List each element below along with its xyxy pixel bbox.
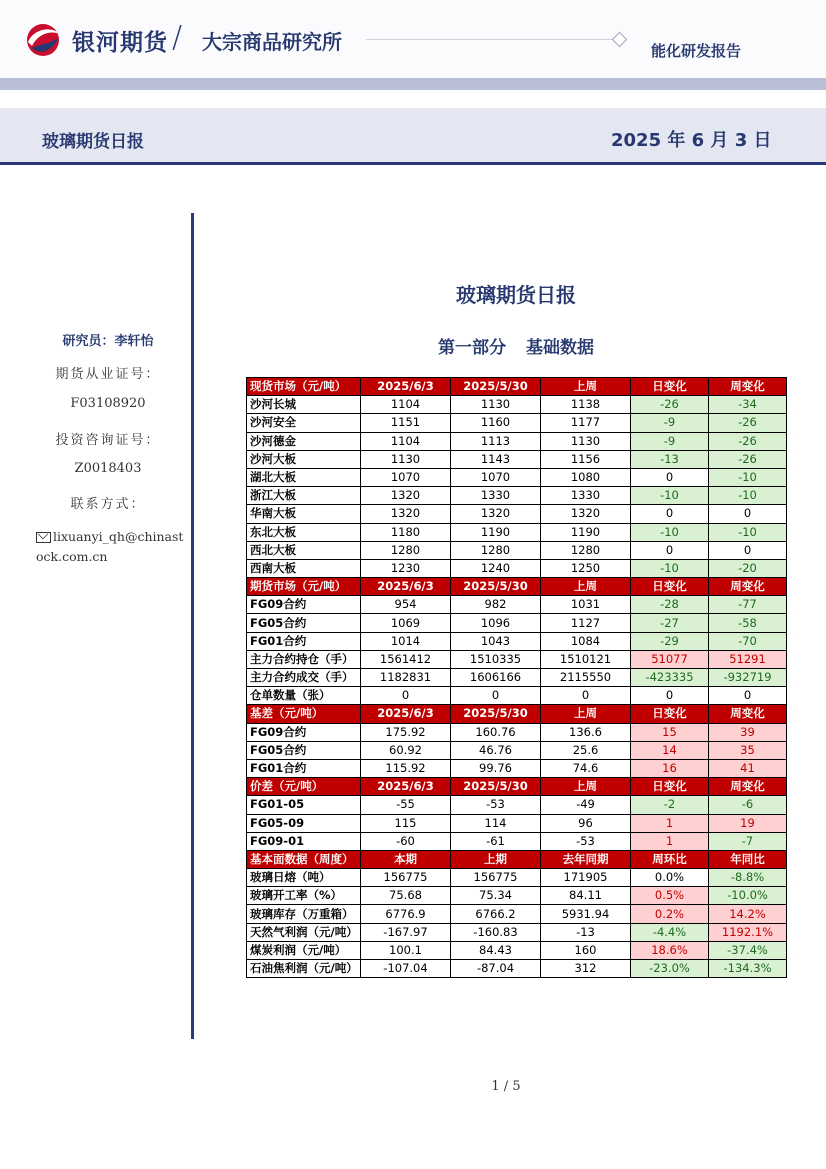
table-header-cell: 上周 [541, 778, 631, 796]
row-label-cell: FG05合约 [247, 741, 361, 759]
license-value: F03108920 [70, 396, 146, 411]
table-cell: 1280 [361, 541, 451, 559]
table-cell: 0 [631, 541, 709, 559]
table-cell: 96 [541, 814, 631, 832]
row-label-cell: FG09合约 [247, 596, 361, 614]
header-rule [366, 39, 620, 40]
table-cell: 1138 [541, 396, 631, 414]
table-header-cell: 上周 [541, 378, 631, 396]
row-label-cell: FG01-05 [247, 796, 361, 814]
table-cell: -9 [631, 414, 709, 432]
table-cell: 75.34 [451, 887, 541, 905]
table-row [247, 632, 787, 650]
table-header-cell: 去年同期 [541, 850, 631, 868]
table-cell: 74.6 [541, 759, 631, 777]
table-cell: -70 [709, 632, 787, 650]
table-cell: 115.92 [361, 759, 451, 777]
table-cell: 0 [709, 541, 787, 559]
table-cell: -26 [631, 396, 709, 414]
table-header-cell: 2025/5/30 [451, 705, 541, 723]
table-cell: 1230 [361, 559, 451, 577]
table-cell: -49 [541, 796, 631, 814]
table-cell: 0 [361, 687, 451, 705]
table-header-cell: 现货市场（元/吨） [247, 378, 361, 396]
table-cell: 1182831 [361, 669, 451, 687]
table-cell: 84.43 [451, 941, 541, 959]
table-header-cell: 2025/6/3 [361, 705, 451, 723]
table-cell: 136.6 [541, 723, 631, 741]
table-cell: 1130 [451, 396, 541, 414]
table-row [247, 887, 787, 905]
data-table [246, 377, 787, 978]
table-cell: -10 [709, 487, 787, 505]
table-cell: 46.76 [451, 741, 541, 759]
row-label-cell: 玻璃库存（万重箱） [247, 905, 361, 923]
table-header-cell: 2025/5/30 [451, 778, 541, 796]
table-cell: -6 [709, 796, 787, 814]
report-date: 2025 年 6 月 3 日 [611, 130, 772, 151]
table-cell: 19 [709, 814, 787, 832]
table-cell: -423335 [631, 669, 709, 687]
table-cell: -13 [541, 923, 631, 941]
row-label-cell: FG09-01 [247, 832, 361, 850]
table-row [247, 832, 787, 850]
table-row [247, 723, 787, 741]
table-cell: 1190 [541, 523, 631, 541]
table-cell: -932719 [709, 669, 787, 687]
table-cell: 1190 [451, 523, 541, 541]
table-header-row [247, 378, 787, 396]
table-cell: -37.4% [709, 941, 787, 959]
table-header-cell: 2025/6/3 [361, 378, 451, 396]
table-header-cell: 日变化 [631, 378, 709, 396]
table-row [247, 468, 787, 486]
table-row [247, 432, 787, 450]
table-cell: 0.0% [631, 869, 709, 887]
table-row [247, 741, 787, 759]
row-label-cell: FG09合约 [247, 723, 361, 741]
table-cell: -77 [709, 596, 787, 614]
table-cell: 39 [709, 723, 787, 741]
contact-label: 联系方式： [70, 497, 146, 512]
table-cell: 1130 [361, 450, 451, 468]
sidebar-divider [191, 213, 194, 1039]
table-cell: -53 [541, 832, 631, 850]
table-cell: -8.8% [709, 869, 787, 887]
table-cell: 1320 [361, 487, 451, 505]
report-category: 能化研发报告 [651, 42, 742, 60]
table-row [247, 687, 787, 705]
table-cell: 982 [451, 596, 541, 614]
table-cell: 1280 [451, 541, 541, 559]
table-cell: 312 [541, 960, 631, 978]
table-cell: 1070 [451, 468, 541, 486]
table-cell: -34 [709, 396, 787, 414]
table-row [247, 923, 787, 941]
table-header-cell: 周变化 [709, 578, 787, 596]
row-label-cell: 沙河大板 [247, 450, 361, 468]
table-cell: 35 [709, 741, 787, 759]
table-cell: 954 [361, 596, 451, 614]
table-row [247, 669, 787, 687]
table-row [247, 960, 787, 978]
table-cell: -107.04 [361, 960, 451, 978]
table-cell: -10 [631, 523, 709, 541]
table-cell: -27 [631, 614, 709, 632]
table-cell: 1014 [361, 632, 451, 650]
table-cell: 1031 [541, 596, 631, 614]
table-cell: 156775 [361, 869, 451, 887]
section-heading [246, 333, 786, 358]
table-row [247, 559, 787, 577]
table-cell: -7 [709, 832, 787, 850]
table-cell: 6766.2 [451, 905, 541, 923]
table-cell: 14.2% [709, 905, 787, 923]
table-header-row [247, 778, 787, 796]
table-cell: 25.6 [541, 741, 631, 759]
table-cell: 1180 [361, 523, 451, 541]
table-cell: 15 [631, 723, 709, 741]
table-cell: 1320 [541, 505, 631, 523]
header-gap [0, 90, 826, 108]
table-cell: 1104 [361, 396, 451, 414]
table-cell: -61 [451, 832, 541, 850]
table-header-row [247, 578, 787, 596]
email-text[interactable]: lixuanyi_qh@chinastock.com.cn [36, 529, 184, 564]
table-cell: 41 [709, 759, 787, 777]
table-row [247, 869, 787, 887]
row-label-cell: 西北大板 [247, 541, 361, 559]
table-cell: 1130 [541, 432, 631, 450]
row-label-cell: FG05-09 [247, 814, 361, 832]
table-cell: -4.4% [631, 923, 709, 941]
row-label-cell: FG01合约 [247, 632, 361, 650]
table-cell: 1320 [361, 505, 451, 523]
table-header-cell: 上周 [541, 705, 631, 723]
table-cell: -10 [709, 523, 787, 541]
table-cell: 0 [709, 687, 787, 705]
row-label-cell: 天然气利润（元/吨） [247, 923, 361, 941]
table-header-cell: 日变化 [631, 778, 709, 796]
table-cell: -10.0% [709, 887, 787, 905]
table-cell: 1080 [541, 468, 631, 486]
table-row [247, 596, 787, 614]
row-label-cell: 西南大板 [247, 559, 361, 577]
table-cell: -134.3% [709, 960, 787, 978]
table-cell: 114 [451, 814, 541, 832]
table-cell: 0.5% [631, 887, 709, 905]
row-label-cell: 主力合约持仓（手） [247, 650, 361, 668]
table-cell: -26 [709, 432, 787, 450]
table-header-cell: 2025/5/30 [451, 378, 541, 396]
table-cell: 0 [631, 505, 709, 523]
table-cell: 1192.1% [709, 923, 787, 941]
table-header-row [247, 705, 787, 723]
table-cell: -55 [361, 796, 451, 814]
table-cell: 1280 [541, 541, 631, 559]
table-cell: 100.1 [361, 941, 451, 959]
brand-name: 银河期货 [72, 30, 168, 56]
table-cell: -26 [709, 450, 787, 468]
table-cell: 1 [631, 832, 709, 850]
table-cell: -60 [361, 832, 451, 850]
table-row [247, 396, 787, 414]
table-cell: 5931.94 [541, 905, 631, 923]
table-row [247, 523, 787, 541]
table-cell: -58 [709, 614, 787, 632]
contact-email[interactable] [36, 527, 184, 567]
table-cell: -13 [631, 450, 709, 468]
row-label-cell: 华南大板 [247, 505, 361, 523]
table-cell: 84.11 [541, 887, 631, 905]
table-row [247, 487, 787, 505]
table-cell: -167.97 [361, 923, 451, 941]
row-label-cell: FG05合约 [247, 614, 361, 632]
page-number: 1 / 5 [491, 1079, 521, 1094]
table-cell: 1330 [451, 487, 541, 505]
table-cell: 160.76 [451, 723, 541, 741]
table-row [247, 414, 787, 432]
row-label-cell: 玻璃开工率（%） [247, 887, 361, 905]
table-cell: 175.92 [361, 723, 451, 741]
table-cell: -28 [631, 596, 709, 614]
table-cell: 6776.9 [361, 905, 451, 923]
table-cell: -26 [709, 414, 787, 432]
table-cell: 99.76 [451, 759, 541, 777]
table-cell: 1561412 [361, 650, 451, 668]
row-label-cell: 仓单数量（张） [247, 687, 361, 705]
table-row [247, 759, 787, 777]
table-cell: 171905 [541, 869, 631, 887]
table-cell: 1069 [361, 614, 451, 632]
table-header-cell: 日变化 [631, 705, 709, 723]
table-row [247, 541, 787, 559]
table-header-row [247, 850, 787, 868]
table-cell: -10 [631, 559, 709, 577]
header-stripe [0, 78, 826, 90]
table-header-cell: 年同比 [709, 850, 787, 868]
table-cell: 0 [631, 687, 709, 705]
table-cell: 1104 [361, 432, 451, 450]
row-label-cell: 玻璃日熔（吨） [247, 869, 361, 887]
table-cell: 1510335 [451, 650, 541, 668]
table-header-cell: 2025/5/30 [451, 578, 541, 596]
galaxy-logo-icon [22, 22, 64, 58]
mail-icon [36, 532, 51, 543]
table-cell: 1084 [541, 632, 631, 650]
table-cell: -2 [631, 796, 709, 814]
table-cell: 0 [709, 505, 787, 523]
table-cell: 1151 [361, 414, 451, 432]
section-name: 基础数据 [526, 338, 594, 358]
institute-name: 大宗商品研究所 [202, 30, 342, 54]
table-cell: -29 [631, 632, 709, 650]
table-header-cell: 2025/6/3 [361, 578, 451, 596]
table-row [247, 450, 787, 468]
row-label-cell: 沙河安全 [247, 414, 361, 432]
row-label-cell: 沙河长城 [247, 396, 361, 414]
table-header-cell: 周变化 [709, 378, 787, 396]
title-band-rule [0, 162, 826, 165]
table-row [247, 796, 787, 814]
table-cell: 1096 [451, 614, 541, 632]
table-cell: 1330 [541, 487, 631, 505]
table-cell: 75.68 [361, 887, 451, 905]
table-cell: 0 [541, 687, 631, 705]
table-cell: 0 [631, 468, 709, 486]
table-cell: -20 [709, 559, 787, 577]
table-row [247, 505, 787, 523]
table-header-cell: 周变化 [709, 705, 787, 723]
table-cell: -23.0% [631, 960, 709, 978]
row-label-cell: 东北大板 [247, 523, 361, 541]
table-cell: 60.92 [361, 741, 451, 759]
table-cell: 0 [451, 687, 541, 705]
table-cell: 0.2% [631, 905, 709, 923]
consult-value: Z0018403 [74, 461, 142, 476]
table-cell: -160.83 [451, 923, 541, 941]
table-cell: 1070 [361, 468, 451, 486]
table-cell: 1043 [451, 632, 541, 650]
table-cell: 1250 [541, 559, 631, 577]
table-row [247, 614, 787, 632]
table-cell: 160 [541, 941, 631, 959]
table-cell: 51291 [709, 650, 787, 668]
brand-separator: / [172, 20, 183, 55]
table-cell: 1510121 [541, 650, 631, 668]
page-title: 玻璃期货日报 [456, 283, 576, 307]
table-cell: 1143 [451, 450, 541, 468]
table-header-cell: 基差（元/吨） [247, 705, 361, 723]
table-cell: 1 [631, 814, 709, 832]
table-row [247, 941, 787, 959]
row-label-cell: 主力合约成交（手） [247, 669, 361, 687]
table-cell: 1156 [541, 450, 631, 468]
table-header-cell: 上周 [541, 578, 631, 596]
row-label-cell: 浙江大板 [247, 487, 361, 505]
table-header-cell: 上期 [451, 850, 541, 868]
report-title: 玻璃期货日报 [42, 132, 144, 152]
section-part: 第一部分 [438, 338, 506, 358]
consult-label: 投资咨询证号： [55, 433, 161, 448]
table-cell: 1113 [451, 432, 541, 450]
table-cell: 18.6% [631, 941, 709, 959]
table-cell: -10 [709, 468, 787, 486]
table-cell: 156775 [451, 869, 541, 887]
table-cell: 1127 [541, 614, 631, 632]
table-header-cell: 日变化 [631, 578, 709, 596]
table-header-cell: 本期 [361, 850, 451, 868]
table-row [247, 650, 787, 668]
table-cell: 1320 [451, 505, 541, 523]
table-cell: 51077 [631, 650, 709, 668]
table-cell: 115 [361, 814, 451, 832]
table-cell: 1177 [541, 414, 631, 432]
table-cell: 14 [631, 741, 709, 759]
row-label-cell: 石油焦利润（元/吨） [247, 960, 361, 978]
table-header-cell: 期货市场（元/吨） [247, 578, 361, 596]
row-label-cell: FG01合约 [247, 759, 361, 777]
table-cell: -87.04 [451, 960, 541, 978]
table-cell: -9 [631, 432, 709, 450]
row-label-cell: 湖北大板 [247, 468, 361, 486]
row-label-cell: 煤炭利润（元/吨） [247, 941, 361, 959]
table-cell: 16 [631, 759, 709, 777]
table-header-cell: 周变化 [709, 778, 787, 796]
table-header-cell: 价差（元/吨） [247, 778, 361, 796]
table-cell: -53 [451, 796, 541, 814]
license-label: 期货从业证号： [55, 367, 161, 382]
author-name: 研究员：李轩怡 [62, 334, 154, 349]
table-row [247, 905, 787, 923]
row-label-cell: 沙河德金 [247, 432, 361, 450]
table-cell: 2115550 [541, 669, 631, 687]
table-cell: 1160 [451, 414, 541, 432]
table-cell: -10 [631, 487, 709, 505]
table-cell: 1606166 [451, 669, 541, 687]
table-row [247, 814, 787, 832]
table-header-cell: 基本面数据（周度） [247, 850, 361, 868]
table-header-cell: 周环比 [631, 850, 709, 868]
table-header-cell: 2025/6/3 [361, 778, 451, 796]
table-cell: 1240 [451, 559, 541, 577]
